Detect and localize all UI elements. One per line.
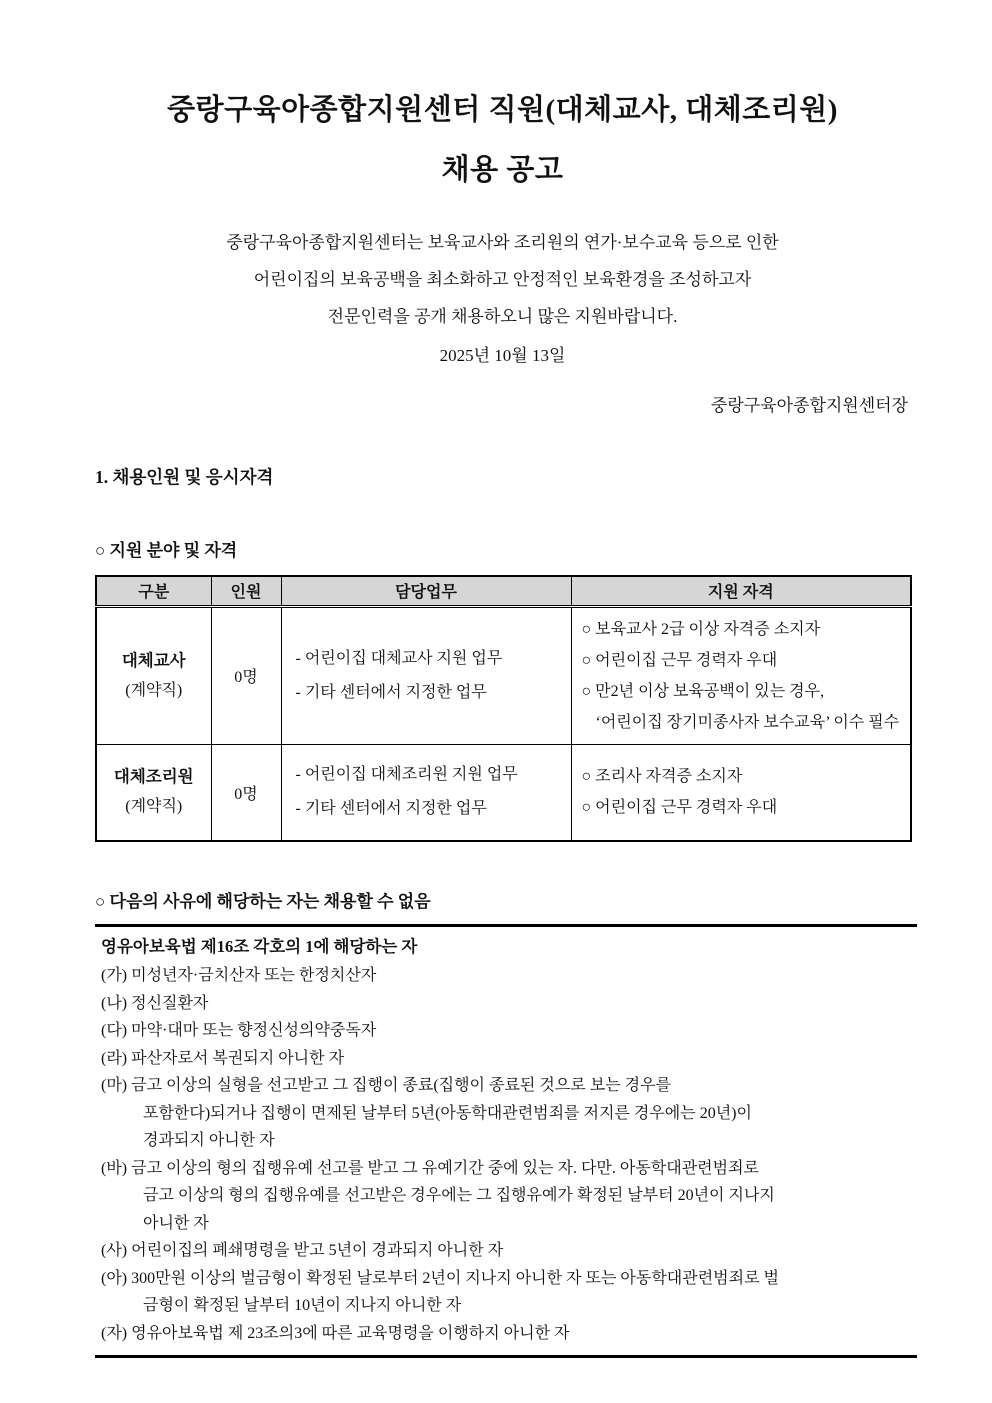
list-item-line: (다) 마약·대마 또는 향정신성의약중독자 xyxy=(101,1022,377,1039)
category-name: 대체조리원 xyxy=(113,767,194,787)
list-item xyxy=(101,1320,915,1348)
qualification-line: ○ 만2년 이상 보육공백이 있는 경우, xyxy=(581,682,825,700)
list-item-line: (바) 금고 이상의 형의 집행유예 선고를 받고 그 유예기간 중에 있는 자. 다만. 아동학대관련범죄로 xyxy=(101,1159,759,1177)
list-item-line: (마) 금고 이상의 실형을 선고받고 그 집행이 종료(집행이 종료된 것으로 보는 경우를 xyxy=(101,1077,672,1094)
header-category: 구분 xyxy=(96,576,211,606)
jobs-table xyxy=(95,575,912,842)
intro-line: 어린이집의 보육공백을 최소화하고 안정적인 보육환경을 조성하고자 xyxy=(253,270,752,289)
list-item-line: 아니한 자 xyxy=(143,1214,209,1232)
header-headcount: 인원 xyxy=(211,576,281,606)
qualification-line: ○ 보육교사 2급 이상 자격증 소지자 xyxy=(581,620,821,638)
disqualification-block xyxy=(95,924,917,1358)
list-item-line: (자) 영유아보육법 제 23조의3에 따른 교육명령을 이행하지 아니한 자 xyxy=(101,1324,570,1342)
intro-paragraph xyxy=(95,224,910,335)
signature: 중랑구육아종합지원센터장 xyxy=(710,396,908,415)
announcement-date: 2025년 10월 13일 xyxy=(439,346,566,365)
document-title-line1: 중랑구육아종합지원센터 직원(대체교사, 대체조리원) xyxy=(167,94,838,126)
table-header-row xyxy=(96,576,911,606)
cell-qualifications xyxy=(571,606,911,744)
disqualification-heading: 영유아보육법 제16조 각호의 1에 해당하는 자 xyxy=(101,937,418,956)
document-title xyxy=(95,80,910,200)
cell-headcount: 0명 xyxy=(211,606,281,744)
duty-line: - 어린이집 대체교사 지원 업무 xyxy=(295,649,503,667)
qualification-line: ○ 어린이집 근무 경력자 우대 xyxy=(581,799,778,817)
table-row-substitute-cook xyxy=(96,744,911,841)
table-row-substitute-teacher xyxy=(96,606,911,744)
list-item-line: (사) 어린이집의 폐쇄명령을 받고 5년이 경과되지 아니한 자 xyxy=(101,1242,504,1259)
cell-duties xyxy=(281,606,571,744)
cell-qualifications xyxy=(571,744,911,841)
cell-category xyxy=(96,744,211,841)
list-item-line: 포함한다)되거나 집행이 면제된 날부터 5년(아동학대관련범죄를 저지른 경우에는 20년)이 xyxy=(143,1104,752,1122)
duty-line: - 기타 센터에서 지정한 업무 xyxy=(295,800,487,818)
qualification-line: ○ 어린이집 근무 경력자 우대 xyxy=(581,651,778,669)
list-item-line: (아) 300만원 이상의 벌금형이 확정된 날로부터 2년이 지나지 아니한 자 또는 아동학대관련범죄로 벌 xyxy=(101,1269,779,1287)
section1-heading: 1. 채용인원 및 응시자격 xyxy=(95,467,274,487)
category-note: (계약직) xyxy=(125,798,183,816)
subheading-fields: ○ 지원 분야 및 자격 xyxy=(95,541,238,560)
subheading-disqualify: ○ 다음의 사유에 해당하는 자는 채용할 수 없음 xyxy=(95,892,431,911)
category-note: (계약직) xyxy=(125,681,183,699)
document-title-line2: 채용 공고 xyxy=(441,154,564,186)
cell-duties xyxy=(281,744,571,841)
list-item xyxy=(101,1265,915,1320)
intro-line: 중랑구육아종합지원센터는 보육교사와 조리원의 연가·보수교육 등으로 인한 xyxy=(226,233,779,252)
intro-line: 전문인력을 공개 채용하오니 많은 지원바랍니다. xyxy=(327,307,678,326)
qualification-line: ○ 조리사 자격증 소지자 xyxy=(581,768,743,786)
list-item xyxy=(101,990,915,1018)
list-item xyxy=(101,1072,915,1155)
header-qualifications: 지원 자격 xyxy=(571,576,911,606)
list-item-line: (라) 파산자로서 복권되지 아니한 자 xyxy=(101,1049,345,1067)
duty-line: - 기타 센터에서 지정한 업무 xyxy=(295,683,487,701)
list-item xyxy=(101,1017,915,1045)
list-item-line: 금고 이상의 형의 집행유예를 선고받은 경우에는 그 집행유예가 확정된 날부터 20년이 지나지 xyxy=(143,1187,775,1204)
header-duties: 담당업무 xyxy=(281,576,571,606)
cell-category xyxy=(96,606,211,744)
list-item-line: (가) 미성년자·금치산자 또는 한정치산자 xyxy=(101,967,377,984)
list-item xyxy=(101,1155,915,1238)
qualification-line: ‘어린이집 장기미종사자 보수교육’ 이수 필수 xyxy=(595,713,900,731)
list-item xyxy=(101,1045,915,1073)
list-item-line: (나) 정신질환자 xyxy=(101,994,209,1012)
list-item-line: 경과되지 아니한 자 xyxy=(143,1132,275,1149)
duty-line: - 어린이집 대체조리원 지원 업무 xyxy=(295,766,518,784)
list-item xyxy=(101,1237,915,1265)
list-item xyxy=(101,962,915,990)
list-item-line: 금형이 확정된 날부터 10년이 지나지 아니한 자 xyxy=(143,1297,462,1314)
category-name: 대체교사 xyxy=(121,650,186,670)
cell-headcount: 0명 xyxy=(211,744,281,841)
